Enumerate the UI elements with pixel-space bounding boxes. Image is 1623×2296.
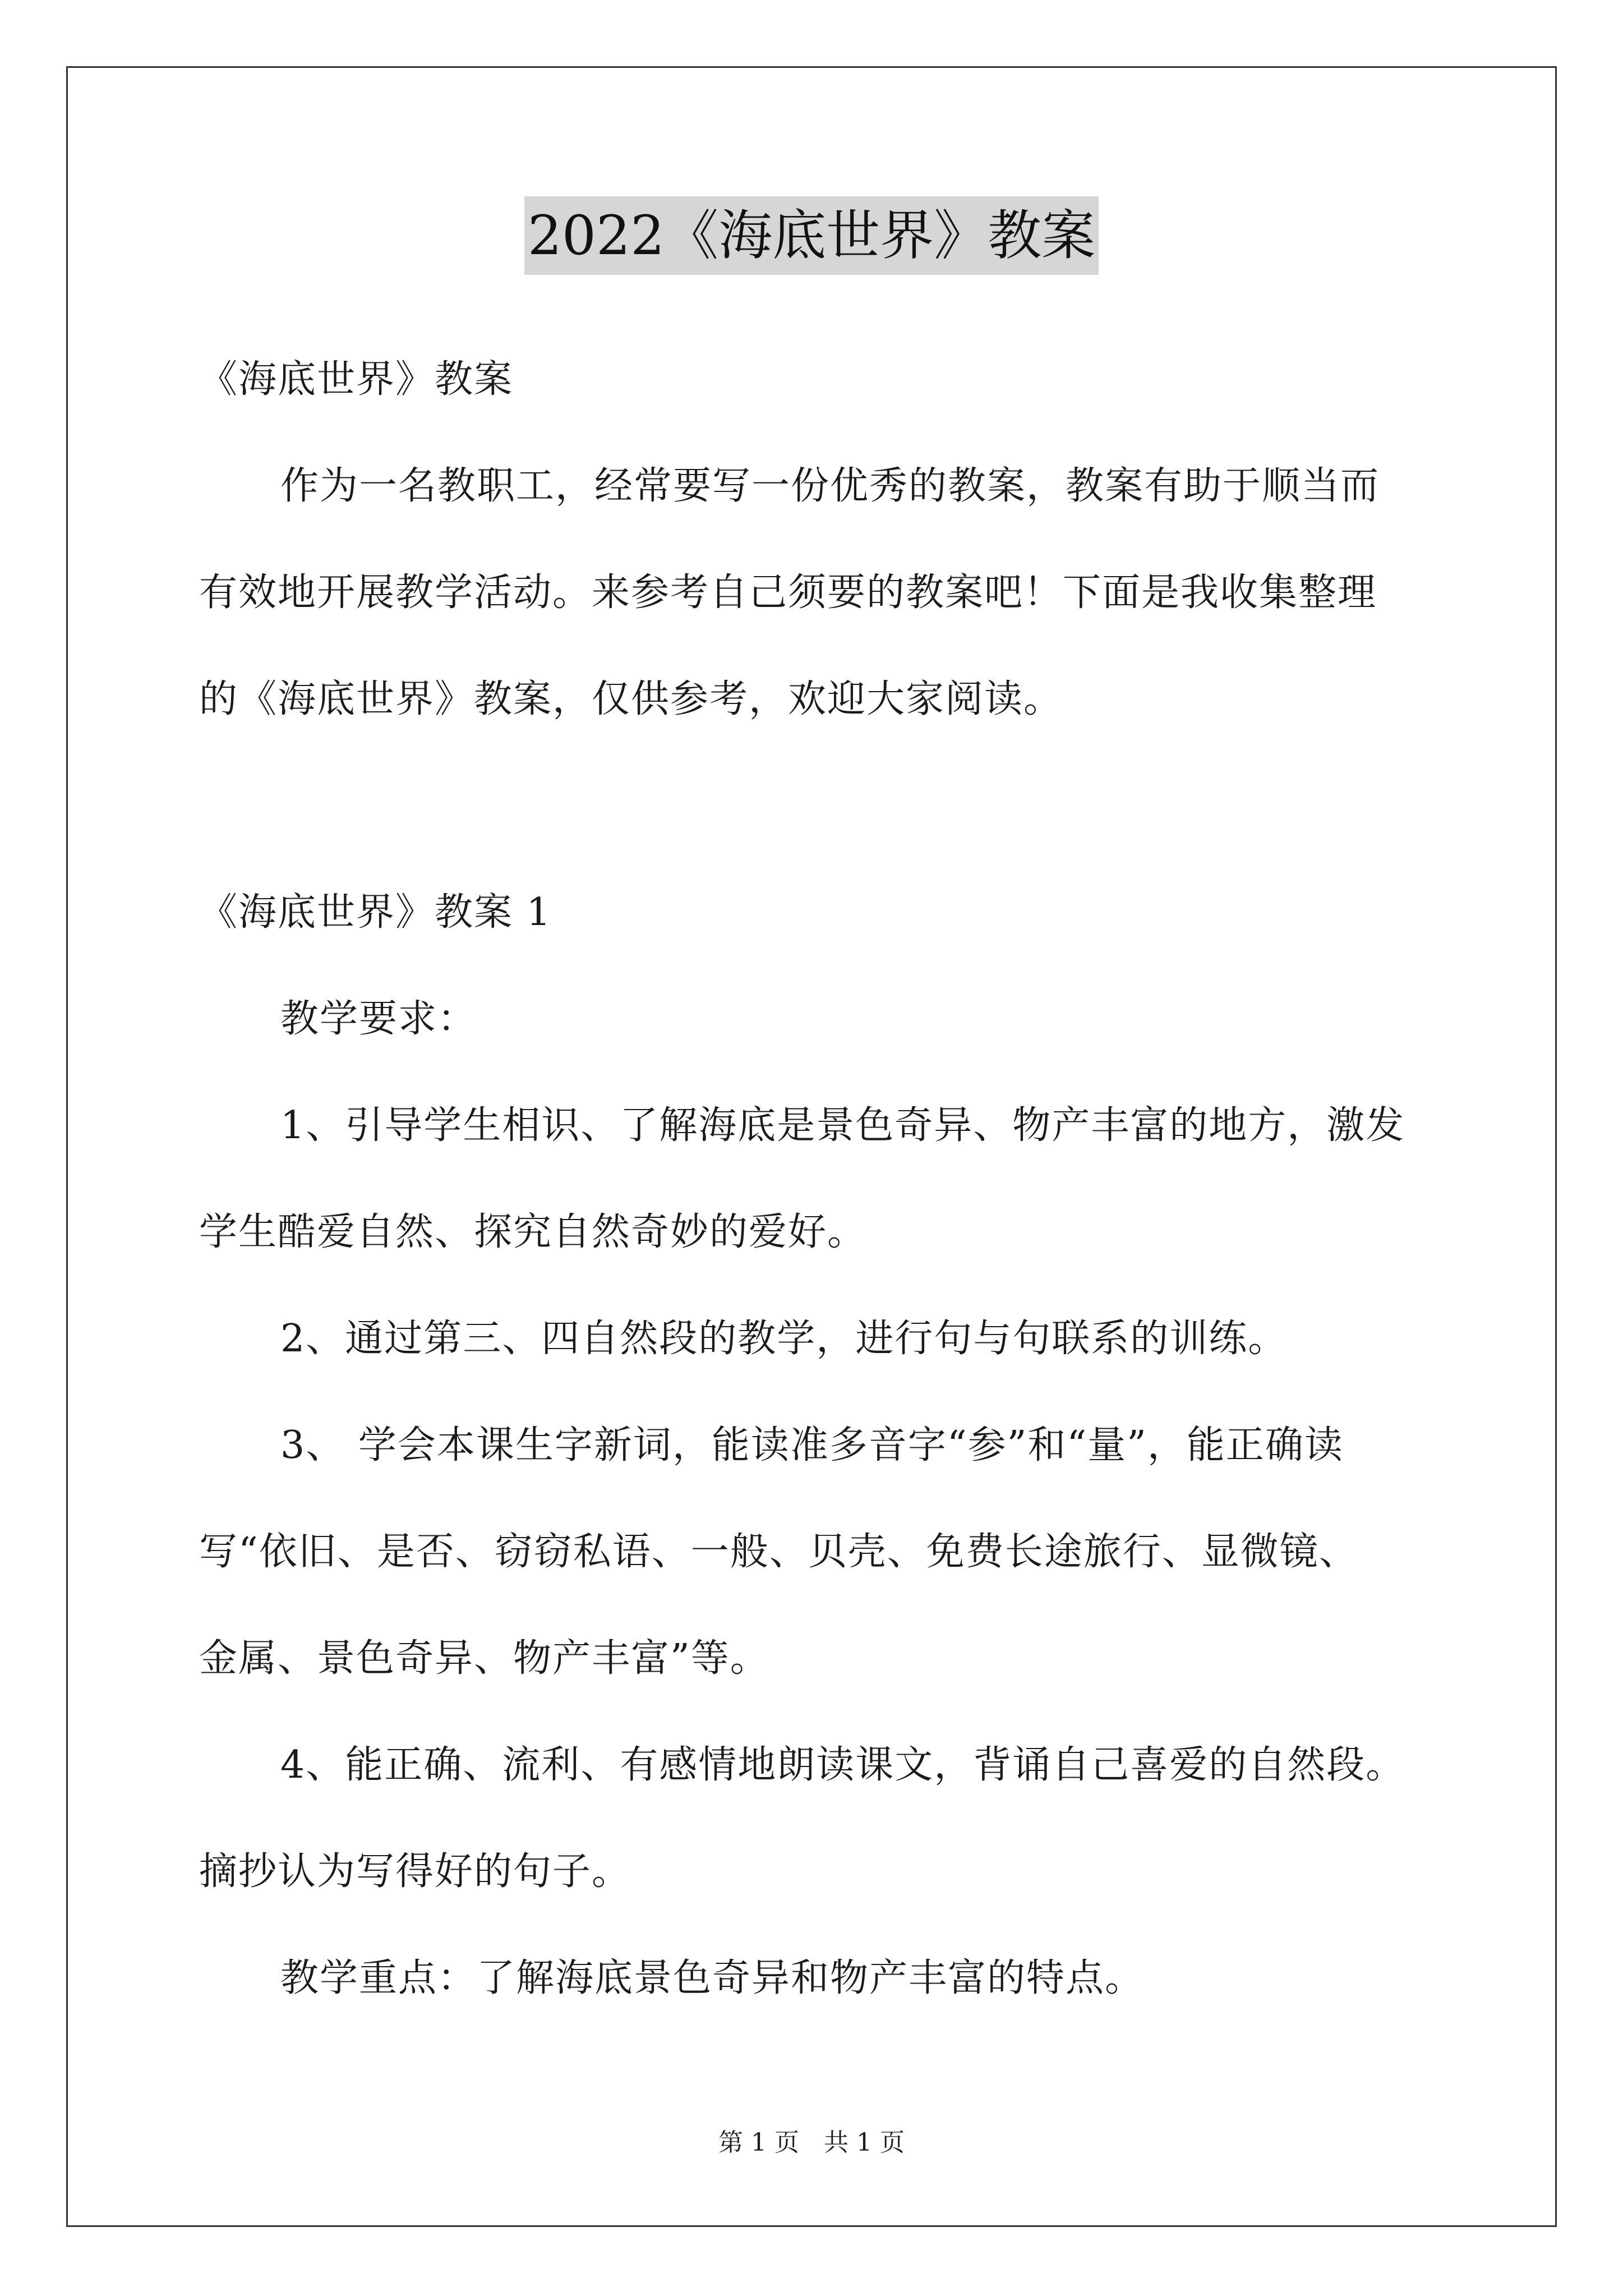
page-title: 2022《海底世界》教案 [524,196,1099,275]
requirement-line: 2、通过第三、四自然段的教学，进行句与句联系的训练。 [280,1317,1288,1361]
subtitle: 《海底世界》教案 [199,357,514,402]
section-heading: 《海底世界》教案 1 [199,890,552,935]
intro-line: 的《海底世界》教案，仅供参考，欢迎大家阅读。 [199,677,1063,721]
intro-line: 有效地开展教学活动。来参考自己须要的教案吧！下面是我收集整理 [199,570,1377,615]
requirements-label: 教学要求： [280,997,477,1041]
requirement-line: 摘抄认为写得好的句子。 [199,1849,631,1894]
requirement-line: 金属、景色奇异、物产丰富”等。 [199,1636,769,1681]
intro-line: 作为一名教职工，经常要写一份优秀的教案，教案有助于顺当而 [280,464,1380,508]
requirement-line: 3、 学会本课生字新词，能读准多音字“参”和“量”，能正确读 [280,1423,1344,1467]
requirement-line: 学生酷爱自然、探究自然奇妙的爱好。 [199,1210,867,1254]
requirement-line: 4、能正确、流利、有感情地朗读课文，背诵自己喜爱的自然段。 [280,1743,1405,1787]
title-container [0,196,1623,275]
key-point: 教学重点：了解海底景色奇异和物产丰富的特点。 [280,1956,1145,2000]
requirement-line: 写“依旧、是否、窃窃私语、一般、贝壳、免费长途旅行、显微镜、 [199,1530,1358,1574]
page-footer: 第 1 页 共 1 页 [718,2128,905,2157]
requirement-line: 1、引导学生相识、了解海底是景色奇异、物产丰富的地方，激发 [280,1103,1405,1148]
